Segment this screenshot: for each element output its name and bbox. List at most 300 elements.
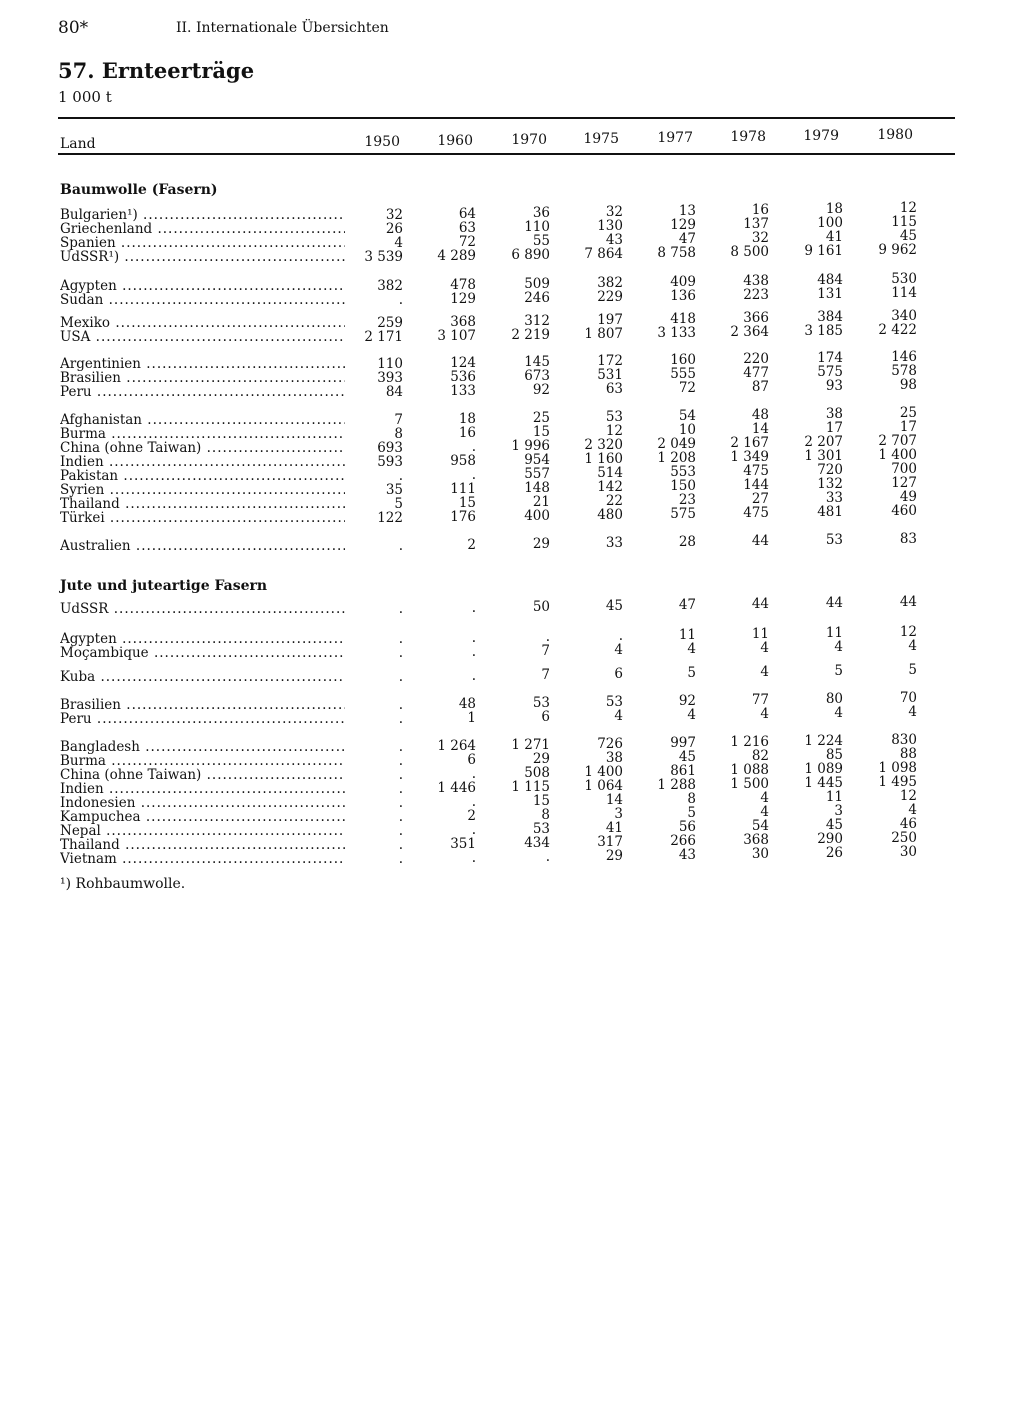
country-name: Pakistan .....	[60, 469, 345, 483]
cell-value: 11	[751, 626, 769, 642]
cell-value: 148	[524, 480, 550, 496]
cell-value: 578	[891, 363, 917, 379]
cell-value: 115	[891, 214, 917, 230]
footnote: ¹) Rohbaumwolle.	[60, 876, 186, 892]
cell-value: 575	[670, 506, 696, 522]
cell-value: 531	[597, 367, 623, 383]
cell-value: 5	[687, 665, 696, 681]
country-name: Indonesien .....	[60, 796, 345, 810]
cell-value: 32	[751, 230, 769, 246]
cell-value: 3 133	[657, 325, 696, 341]
cell-value: .	[398, 823, 403, 839]
cell-value: 8	[541, 807, 550, 823]
cell-value: .	[398, 753, 403, 769]
cell-value: 418	[670, 311, 696, 327]
cell-value: 1 288	[657, 777, 696, 793]
cell-value: 266	[670, 833, 696, 849]
table-title: 57. Ernteerträge	[58, 58, 255, 83]
column-header-year: 1980	[877, 127, 913, 143]
cell-value: 84	[385, 384, 403, 400]
cell-value: 33	[605, 535, 623, 551]
cell-value: 4	[760, 706, 769, 722]
cell-value: 317	[597, 834, 623, 850]
cell-value: .	[398, 851, 403, 867]
cell-value: 137	[743, 216, 769, 232]
table-row	[0, 531, 1024, 554]
cell-value: 509	[524, 276, 550, 292]
cell-value: 43	[678, 847, 696, 863]
cell-value: 1 064	[584, 778, 623, 794]
cell-value: .	[471, 794, 476, 810]
cell-value: 475	[743, 463, 769, 479]
cell-value: .	[471, 467, 476, 483]
cell-value: 4	[908, 638, 917, 654]
cell-value: 47	[678, 231, 696, 247]
cell-value: 481	[817, 504, 843, 520]
table-header-row	[0, 127, 1024, 152]
cell-value: 477	[743, 365, 769, 381]
cell-value: 4	[687, 641, 696, 657]
cell-value: 41	[825, 229, 843, 245]
cell-value: 1 500	[730, 776, 769, 792]
cell-value: 80	[825, 691, 843, 707]
cell-value: 54	[751, 818, 769, 834]
cell-value: 4	[394, 235, 403, 251]
cell-value: 1 996	[511, 438, 550, 454]
header-rule-bottom	[58, 153, 955, 155]
cell-value: 49	[899, 489, 917, 505]
cell-value: 8 758	[657, 245, 696, 261]
country-name: Türkei .....	[60, 511, 345, 525]
cell-value: 11	[678, 627, 696, 643]
cell-value: 4	[614, 642, 623, 658]
cell-value: .	[398, 538, 403, 554]
cell-value: 4	[614, 708, 623, 724]
cell-value: .	[398, 767, 403, 783]
cell-value: 2 167	[730, 435, 769, 451]
cell-value: 368	[743, 832, 769, 848]
cell-value: .	[471, 644, 476, 660]
cell-value: .	[471, 630, 476, 646]
cell-value: 514	[597, 465, 623, 481]
cell-value: 12	[605, 423, 623, 439]
cell-value: 124	[450, 355, 476, 371]
cell-value: 7	[541, 667, 550, 683]
cell-value: 46	[899, 816, 917, 832]
group-title: Jute und juteartige Fasern	[60, 578, 268, 594]
cell-value: 38	[605, 750, 623, 766]
cell-value: 382	[377, 278, 403, 294]
cell-value: 11	[825, 789, 843, 805]
cell-value: 22	[605, 493, 623, 509]
cell-value: 44	[899, 594, 917, 610]
cell-value: .	[398, 645, 403, 661]
cell-value: 5	[394, 496, 403, 512]
cell-value: 93	[825, 378, 843, 394]
cell-value: 44	[751, 596, 769, 612]
cell-value: 176	[450, 509, 476, 525]
cell-value: 3 539	[364, 249, 403, 265]
country-name: Brasilien .....	[60, 371, 345, 385]
country-name: Thailand .....	[60, 497, 345, 511]
cell-value: 48	[458, 696, 476, 712]
cell-value: 29	[532, 536, 550, 552]
cell-value: 575	[817, 364, 843, 380]
cell-value: 1 271	[511, 737, 550, 753]
country-name: UdSSR¹) .....	[60, 250, 345, 264]
country-name: Peru .....	[60, 385, 345, 399]
cell-value: 1 216	[730, 734, 769, 750]
cell-value: 83	[899, 531, 917, 547]
country-name: Moçambique .....	[60, 646, 345, 660]
cell-value: .	[398, 292, 403, 308]
cell-value: 478	[450, 277, 476, 293]
cell-value: 2 207	[804, 434, 843, 450]
cell-value: 53	[605, 409, 623, 425]
country-name: Kampuchea .....	[60, 810, 345, 824]
country-name: Burma .....	[60, 427, 345, 441]
cell-value: 4	[908, 802, 917, 818]
cell-value: 133	[450, 383, 476, 399]
cell-value: 21	[532, 494, 550, 510]
table-row	[0, 662, 1024, 685]
cell-value: 14	[751, 421, 769, 437]
page-number: 80*	[58, 18, 89, 38]
cell-value: 223	[743, 287, 769, 303]
cell-value: 29	[532, 751, 550, 767]
cell-value: 400	[524, 508, 550, 524]
cell-value: 726	[597, 736, 623, 752]
cell-value: 553	[670, 464, 696, 480]
cell-value: 45	[899, 228, 917, 244]
cell-value: 2 364	[730, 324, 769, 340]
cell-value: 1 400	[584, 764, 623, 780]
cell-value: 475	[743, 505, 769, 521]
cell-value: 15	[532, 793, 550, 809]
cell-value: 1 208	[657, 450, 696, 466]
cell-value: 1 224	[804, 733, 843, 749]
cell-value: 64	[458, 206, 476, 222]
cell-value: 142	[597, 479, 623, 495]
cell-value: 12	[899, 200, 917, 216]
cell-value: .	[398, 837, 403, 853]
cell-value: 63	[458, 220, 476, 236]
cell-value: 8	[687, 791, 696, 807]
cell-value: .	[398, 809, 403, 825]
cell-value: 7	[541, 643, 550, 659]
cell-value: 409	[670, 274, 696, 290]
cell-value: 4	[834, 705, 843, 721]
column-header-year: 1970	[511, 132, 547, 148]
cell-value: 1 807	[584, 326, 623, 342]
cell-value: 16	[458, 425, 476, 441]
cell-value: 92	[532, 382, 550, 398]
cell-value: 3 107	[437, 328, 476, 344]
cell-value: 16	[751, 202, 769, 218]
cell-value: 384	[817, 309, 843, 325]
cell-value: 220	[743, 351, 769, 367]
cell-value: 4	[687, 707, 696, 723]
cell-value: 290	[817, 831, 843, 847]
cell-value: 2 049	[657, 436, 696, 452]
column-header-year: 1960	[437, 133, 473, 149]
cell-value: 53	[605, 694, 623, 710]
cell-value: 25	[899, 405, 917, 421]
cell-value: 11	[825, 625, 843, 641]
cell-value: 555	[670, 366, 696, 382]
cell-value: 460	[891, 503, 917, 519]
cell-value: 13	[678, 203, 696, 219]
group-title: Baumwolle (Fasern)	[60, 182, 218, 198]
cell-value: .	[398, 697, 403, 713]
column-header-year: 1950	[364, 134, 400, 150]
cell-value: 673	[524, 368, 550, 384]
country-name: Mexiko .....	[60, 316, 345, 330]
country-name: Ägypten .....	[60, 279, 345, 293]
cell-value: 2 171	[364, 329, 403, 345]
cell-value: 10	[678, 422, 696, 438]
cell-value: 557	[524, 466, 550, 482]
cell-value: 63	[605, 381, 623, 397]
cell-value: 55	[532, 233, 550, 249]
cell-value: .	[398, 601, 403, 617]
cell-value: .	[545, 629, 550, 645]
cell-value: 54	[678, 408, 696, 424]
country-name: Ägypten .....	[60, 632, 345, 646]
cell-value: 484	[817, 272, 843, 288]
cell-value: 1 089	[804, 761, 843, 777]
cell-value: 100	[817, 215, 843, 231]
cell-value: 5	[834, 663, 843, 679]
country-name: Sudan .....	[60, 293, 345, 307]
cell-value: 1	[467, 710, 476, 726]
cell-value: 72	[678, 380, 696, 396]
cell-value: .	[398, 468, 403, 484]
country-name: China (ohne Taiwan) .....	[60, 441, 345, 455]
cell-value: 17	[899, 419, 917, 435]
cell-value: 6 890	[511, 247, 550, 263]
country-name: Vietnam .....	[60, 852, 345, 866]
cell-value: 2 707	[878, 433, 917, 449]
cell-value: 693	[377, 440, 403, 456]
cell-value: 1 264	[437, 738, 476, 754]
cell-value: 4	[760, 664, 769, 680]
cell-value: 45	[825, 817, 843, 833]
cell-value: 958	[450, 453, 476, 469]
cell-value: 44	[751, 533, 769, 549]
cell-value: 110	[524, 219, 550, 235]
cell-value: 29	[605, 848, 623, 864]
country-name: Thailand .....	[60, 838, 345, 852]
country-name: Nepal .....	[60, 824, 345, 838]
country-name: Peru .....	[60, 712, 345, 726]
cell-value: 150	[670, 478, 696, 494]
cell-value: 861	[670, 763, 696, 779]
cell-value: .	[398, 711, 403, 727]
cell-value: 47	[678, 597, 696, 613]
cell-value: 954	[524, 452, 550, 468]
cell-value: 110	[377, 356, 403, 372]
column-header-land: Land	[60, 136, 96, 152]
cell-value: 8 500	[730, 244, 769, 260]
cell-value: 6	[541, 709, 550, 725]
cell-value: 88	[899, 746, 917, 762]
cell-value: 6	[467, 752, 476, 768]
cell-value: 45	[678, 749, 696, 765]
cell-value: 2	[467, 537, 476, 553]
cell-value: 5	[687, 805, 696, 821]
cell-value: 1 349	[730, 449, 769, 465]
cell-value: 30	[751, 846, 769, 862]
cell-value: 1 301	[804, 448, 843, 464]
cell-value: 18	[458, 411, 476, 427]
country-name: Syrien .....	[60, 483, 345, 497]
cell-value: 12	[899, 788, 917, 804]
country-name: Australien .....	[60, 539, 345, 553]
country-name: Griechenland .....	[60, 222, 345, 236]
cell-value: 144	[743, 477, 769, 493]
cell-value: 312	[524, 313, 550, 329]
cell-value: 132	[817, 476, 843, 492]
cell-value: 15	[532, 424, 550, 440]
cell-value: 43	[605, 232, 623, 248]
cell-value: 7	[394, 412, 403, 428]
header-rule-top	[58, 117, 955, 119]
page-header	[58, 18, 389, 38]
cell-value: 393	[377, 370, 403, 386]
cell-value: .	[471, 439, 476, 455]
cell-value: .	[471, 600, 476, 616]
section-title: II. Internationale Übersichten	[176, 20, 389, 36]
country-name: USA .....	[60, 330, 345, 344]
cell-value: 82	[751, 748, 769, 764]
cell-value: 700	[891, 461, 917, 477]
country-name: Brasilien .....	[60, 698, 345, 712]
cell-value: 38	[825, 406, 843, 422]
cell-value: 48	[751, 407, 769, 423]
cell-value: 2 219	[511, 327, 550, 343]
cell-value: 9 161	[804, 243, 843, 259]
cell-value: 28	[678, 534, 696, 550]
cell-value: 77	[751, 692, 769, 708]
cell-value: 2 320	[584, 437, 623, 453]
cell-value: 229	[597, 289, 623, 305]
cell-value: 438	[743, 273, 769, 289]
cell-value: 129	[450, 291, 476, 307]
table-row	[0, 594, 1024, 617]
cell-value: 72	[458, 234, 476, 250]
cell-value: 6	[614, 666, 623, 682]
cell-value: 1 115	[511, 779, 550, 795]
cell-value: 160	[670, 352, 696, 368]
column-header-year: 1979	[803, 128, 839, 144]
cell-value: 36	[532, 205, 550, 221]
country-name: Bangladesh .....	[60, 740, 345, 754]
cell-value: .	[471, 766, 476, 782]
cell-value: 259	[377, 315, 403, 331]
cell-value: 1 160	[584, 451, 623, 467]
column-header-year: 1975	[583, 131, 619, 147]
cell-value: 4	[908, 704, 917, 720]
cell-value: 30	[899, 844, 917, 860]
cell-value: .	[471, 850, 476, 866]
unit-label: 1 000 t	[58, 88, 112, 106]
cell-value: 33	[825, 490, 843, 506]
cell-value: 127	[891, 475, 917, 491]
cell-value: 50	[532, 599, 550, 615]
cell-value: 250	[891, 830, 917, 846]
cell-value: 340	[891, 308, 917, 324]
cell-value: 3 185	[804, 323, 843, 339]
cell-value: 136	[670, 288, 696, 304]
country-name: UdSSR .....	[60, 602, 345, 616]
cell-value: 530	[891, 271, 917, 287]
cell-value: 1 088	[730, 762, 769, 778]
cell-value: 12	[899, 624, 917, 640]
cell-value: .	[618, 628, 623, 644]
cell-value: 536	[450, 369, 476, 385]
cell-value: 1 495	[878, 774, 917, 790]
cell-value: .	[398, 795, 403, 811]
cell-value: 9 962	[878, 242, 917, 258]
cell-value: 129	[670, 217, 696, 233]
cell-value: 4	[760, 804, 769, 820]
cell-value: 14	[605, 792, 623, 808]
cell-value: 434	[524, 835, 550, 851]
cell-value: 7 864	[584, 246, 623, 262]
cell-value: 17	[825, 420, 843, 436]
cell-value: .	[398, 781, 403, 797]
cell-value: 2 422	[878, 322, 917, 338]
cell-value: 8	[394, 426, 403, 442]
country-name: China (ohne Taiwan) .....	[60, 768, 345, 782]
country-name: Bulgarien¹) .....	[60, 208, 345, 222]
cell-value: 4	[760, 790, 769, 806]
cell-value: 1 098	[878, 760, 917, 776]
cell-value: 480	[597, 507, 623, 523]
cell-value: .	[398, 631, 403, 647]
cell-value: 85	[825, 747, 843, 763]
column-header-year: 1977	[657, 130, 693, 146]
cell-value: 4	[760, 640, 769, 656]
country-name: Burma .....	[60, 754, 345, 768]
cell-value: 41	[605, 820, 623, 836]
cell-value: 351	[450, 836, 476, 852]
country-name: Kuba .....	[60, 670, 345, 684]
cell-value: 830	[891, 732, 917, 748]
country-name: Indien .....	[60, 782, 345, 796]
cell-value: 508	[524, 765, 550, 781]
country-name: Afghanistan .....	[60, 413, 345, 427]
cell-value: 25	[532, 410, 550, 426]
cell-value: 87	[751, 379, 769, 395]
cell-value: 53	[825, 532, 843, 548]
cell-value: 382	[597, 275, 623, 291]
cell-value: 368	[450, 314, 476, 330]
cell-value: 26	[825, 845, 843, 861]
cell-value: 130	[597, 218, 623, 234]
cell-value: 997	[670, 735, 696, 751]
cell-value: 26	[385, 221, 403, 237]
cell-value: 35	[385, 482, 403, 498]
cell-value: 27	[751, 491, 769, 507]
cell-value: 4	[834, 639, 843, 655]
country-name: Argentinien .....	[60, 357, 345, 371]
cell-value: 5	[908, 662, 917, 678]
cell-value: 53	[532, 695, 550, 711]
cell-value: 146	[891, 349, 917, 365]
cell-value: .	[398, 669, 403, 685]
